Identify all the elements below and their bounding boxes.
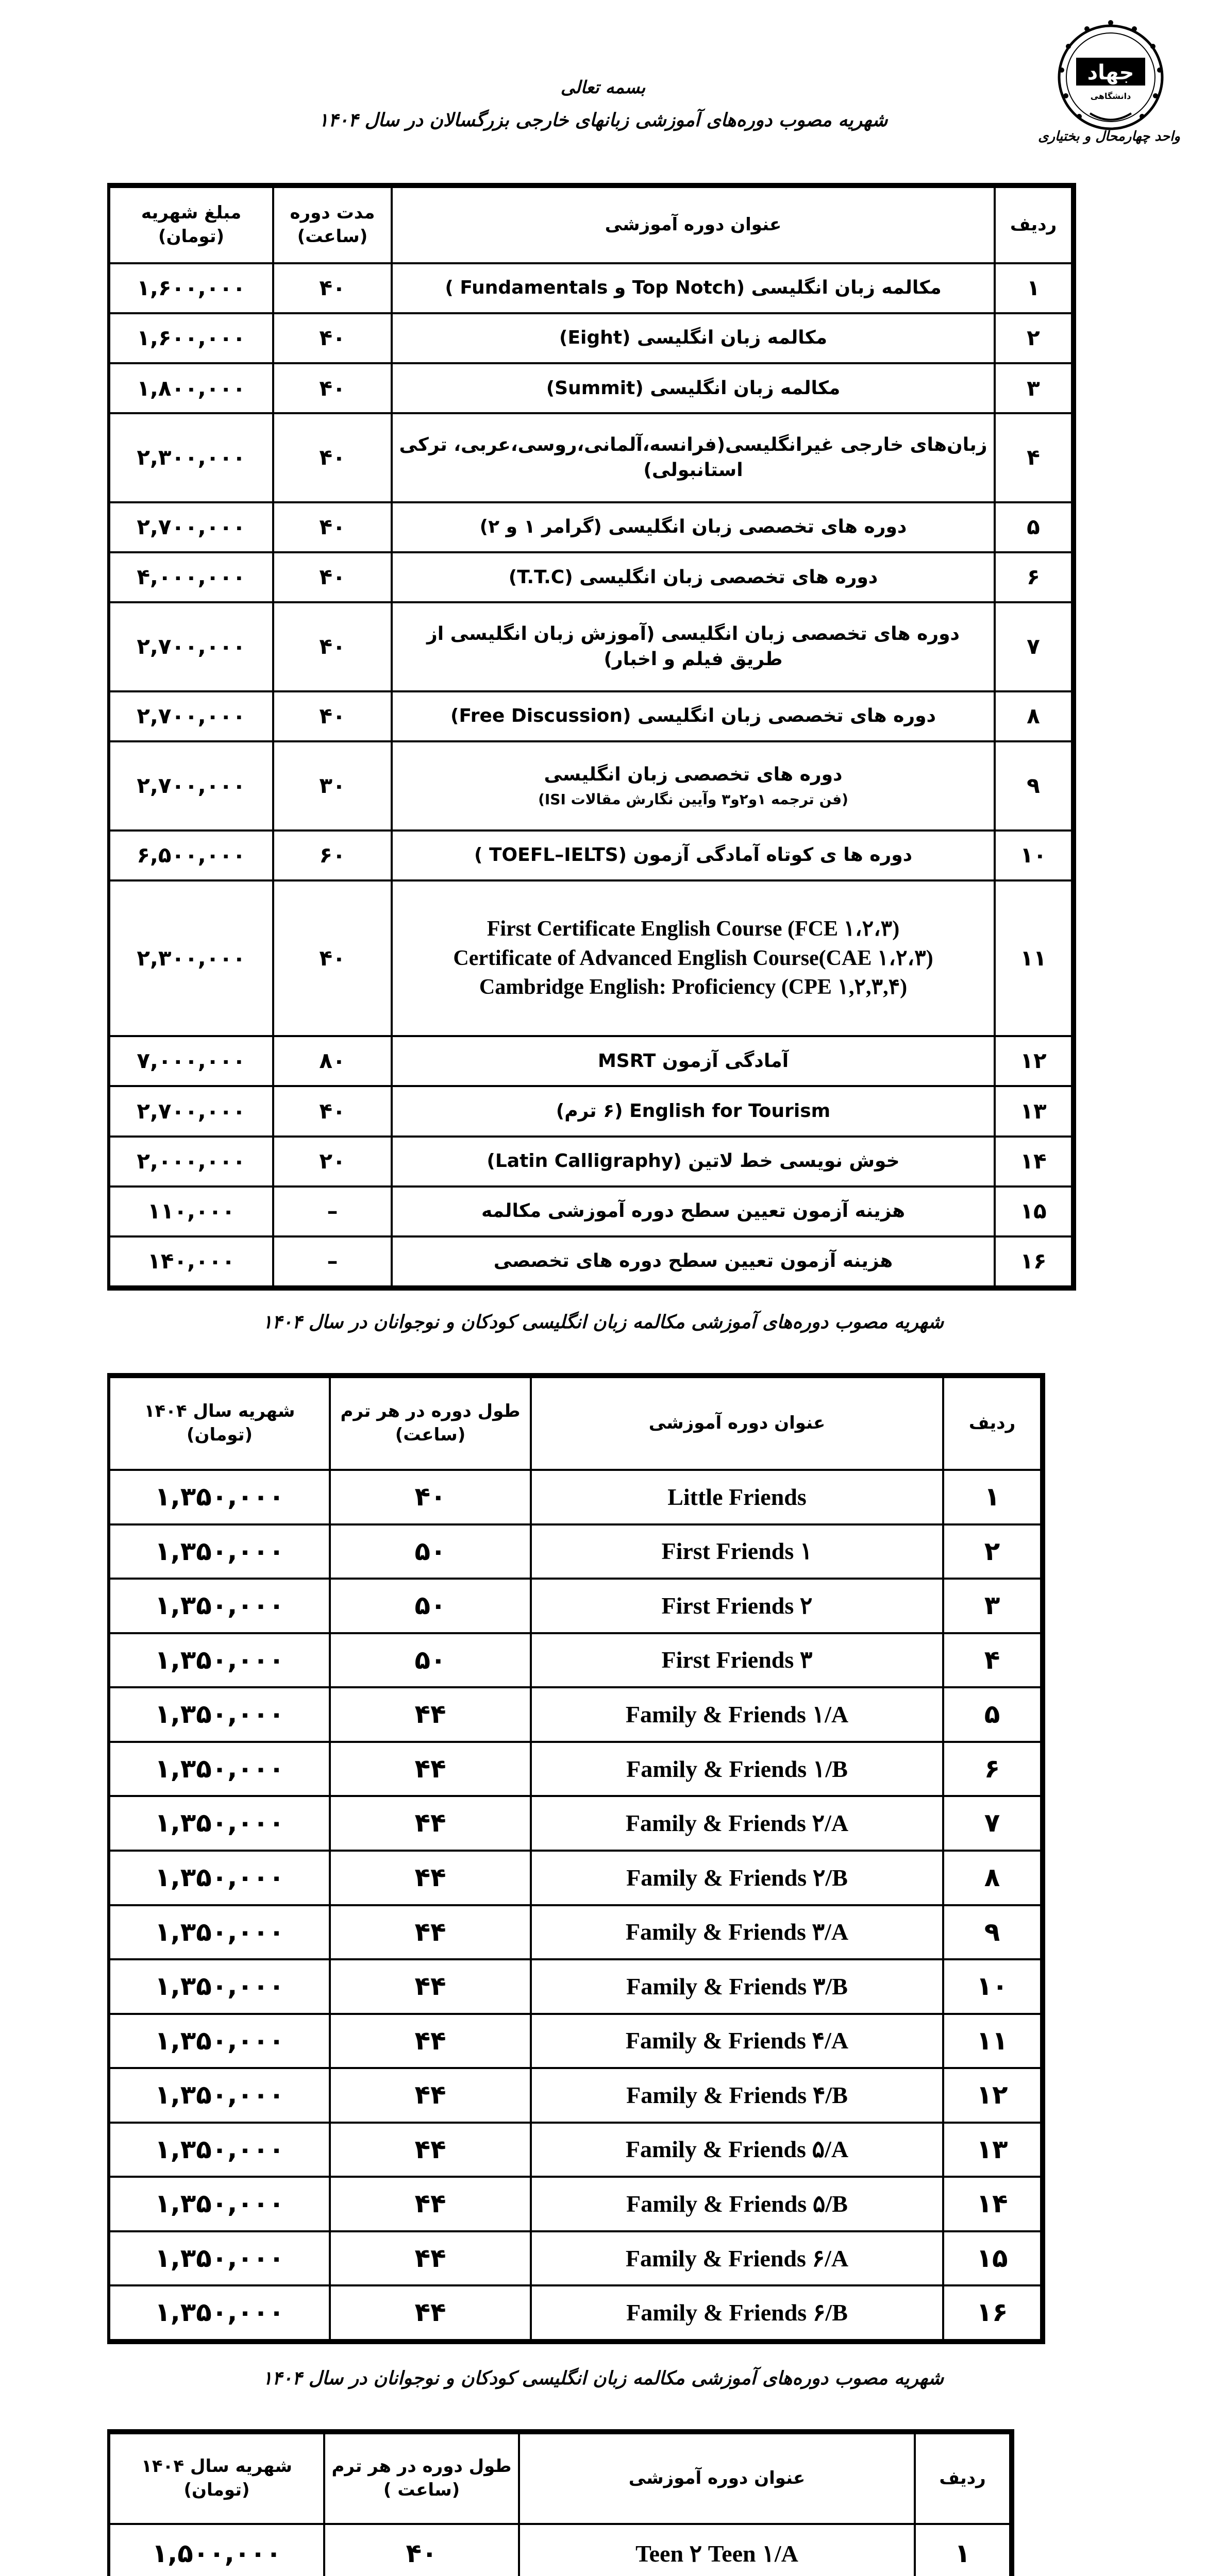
course-title-text: Family & Friends ۲/A xyxy=(625,1810,849,1837)
course-duration: ۴۰ xyxy=(324,2524,519,2576)
course-duration: ۴۴ xyxy=(330,1959,531,2014)
table-row xyxy=(109,2014,1041,2069)
course-title-text: Family & Friends ۲/B xyxy=(626,1864,848,1891)
row-number: ۱۱ xyxy=(995,880,1072,1036)
course-duration: ۵۰ xyxy=(330,1633,531,1688)
course-title-text: Certificate of Advanced English Course(CAE ۱،۲،۳) xyxy=(453,946,933,970)
course-duration: ۲۰ xyxy=(273,1137,392,1187)
course-title xyxy=(392,1036,995,1086)
course-title-text: Cambridge English: Proficiency (CPE ۱,۲,۳,۴) xyxy=(479,975,908,999)
course-fee: ۱,۳۵۰,۰۰۰ xyxy=(109,1742,330,1797)
row-number: ۱۰ xyxy=(995,831,1072,880)
course-duration: ۶۰ xyxy=(273,831,392,880)
course-title-text: Family & Friends ۴/A xyxy=(625,2027,849,2054)
row-number: ۴ xyxy=(943,1633,1041,1688)
course-title-text: خوش نویسی خط لاتین (Latin Calligraphy) xyxy=(487,1150,900,1172)
course-fee: ۴,۰۰۰,۰۰۰ xyxy=(109,552,273,602)
row-number: ۱۵ xyxy=(995,1187,1072,1236)
row-number: ۹ xyxy=(943,1905,1041,1960)
course-fee: ۱,۳۵۰,۰۰۰ xyxy=(109,1796,330,1851)
logo-subtext: دانشگاهی xyxy=(1090,91,1131,101)
course-duration: ۴۰ xyxy=(273,413,392,502)
course-duration: ۴۴ xyxy=(330,2014,531,2069)
course-duration: ۴۰ xyxy=(273,1086,392,1136)
logo-caption: واحد چهارمحال و بختیاری xyxy=(1038,129,1180,144)
course-title xyxy=(392,602,995,691)
course-title-text: Family & Friends ۳/A xyxy=(625,1919,849,1945)
column-header-fee: شهریه سال ۱۴۰۴ (تومان) xyxy=(109,1377,330,1470)
column-header-duration: طول دوره در هر ترم (ساعت ) xyxy=(324,2433,519,2524)
bismillah: بسمه تعالی xyxy=(560,77,646,98)
children-courses-table xyxy=(107,1373,1045,2344)
course-title xyxy=(392,552,995,602)
row-number: ۸ xyxy=(995,691,1072,741)
course-title xyxy=(392,502,995,552)
row-number: ۹ xyxy=(995,741,1072,831)
table-row xyxy=(109,2177,1041,2231)
course-fee: ۱,۳۵۰,۰۰۰ xyxy=(109,1905,330,1960)
table-row xyxy=(109,2068,1041,2123)
course-title xyxy=(392,831,995,880)
course-duration: ۳۰ xyxy=(273,741,392,831)
course-title-text: دوره های تخصصی زبان انگلیسی (Free Discussion) xyxy=(450,705,936,727)
course-title-text: Little Friends xyxy=(667,1483,807,1510)
row-number: ۱ xyxy=(995,263,1072,313)
table-row xyxy=(109,1137,1072,1187)
course-title-text: دوره های تخصصی زبان انگلیسی (آموزش زبان انگلیسی از طریق فیلم و اخبار) xyxy=(427,623,960,670)
row-number: ۱۰ xyxy=(943,1959,1041,2014)
course-fee: ۱,۳۵۰,۰۰۰ xyxy=(109,2231,330,2286)
row-number: ۶ xyxy=(943,1742,1041,1797)
table-row xyxy=(109,502,1072,552)
course-title xyxy=(392,413,995,502)
course-fee: ۲,۷۰۰,۰۰۰ xyxy=(109,741,273,831)
table-row xyxy=(109,263,1072,313)
course-fee: ۱,۳۵۰,۰۰۰ xyxy=(109,1851,330,1905)
table-row xyxy=(109,1742,1041,1797)
course-title-text: Family & Friends ۱/A xyxy=(625,1701,849,1727)
course-title xyxy=(531,2123,943,2177)
table-row xyxy=(109,1851,1041,1905)
logo-word: جهاد xyxy=(1087,61,1134,84)
column-header-course-title: عنوان دوره آموزشی xyxy=(519,2433,915,2524)
course-fee: ۱۱۰,۰۰۰ xyxy=(109,1187,273,1236)
course-fee: ۱,۳۵۰,۰۰۰ xyxy=(109,1524,330,1579)
course-fee: ۱,۳۵۰,۰۰۰ xyxy=(109,2014,330,2069)
column-header-course-title: عنوان دوره آموزشی xyxy=(392,187,995,263)
course-title-text: First Certificate English Course (FCE ۱،۲،۳) xyxy=(487,917,900,941)
table-row xyxy=(109,552,1072,602)
course-title-text: Family & Friends ۱/B xyxy=(626,1755,848,1782)
course-title xyxy=(392,1187,995,1236)
course-title xyxy=(392,741,995,831)
course-fee: ۲,۷۰۰,۰۰۰ xyxy=(109,602,273,691)
table-row xyxy=(109,2285,1041,2340)
table-row xyxy=(109,691,1072,741)
table-row xyxy=(109,1796,1041,1851)
course-title xyxy=(392,263,995,313)
course-title xyxy=(392,691,995,741)
course-title xyxy=(392,363,995,413)
row-number: ۱۵ xyxy=(943,2231,1041,2286)
course-title-text: English for Tourism (۶ ترم) xyxy=(556,1100,831,1122)
table-row xyxy=(109,413,1072,502)
column-header-fee: مبلغ شهریه (تومان) xyxy=(109,187,273,263)
course-title-text: Family & Friends ۶/A xyxy=(625,2245,849,2272)
course-title xyxy=(531,1796,943,1851)
course-title-text: هزینه آزمون تعیین سطح دوره آموزشی مکالمه xyxy=(481,1200,906,1222)
table-row xyxy=(109,831,1072,880)
table-row xyxy=(109,1959,1041,2014)
course-title-text: زبان‌های خارجی غیرانگلیسی(فرانسه،آلمانی،روسی،عربی، ترکی استانبولی) xyxy=(399,434,987,481)
course-duration: ۴۰ xyxy=(273,263,392,313)
row-number: ۱۳ xyxy=(995,1086,1072,1136)
course-title xyxy=(531,1742,943,1797)
course-title-text: Teen ۲ Teen ۱/A xyxy=(635,2540,798,2567)
course-title-text: First Friends ۳ xyxy=(661,1647,813,1673)
course-title xyxy=(531,1959,943,2014)
course-title xyxy=(392,1137,995,1187)
course-title xyxy=(531,1687,943,1742)
column-header-course-title: عنوان دوره آموزشی xyxy=(531,1377,943,1470)
table-row xyxy=(109,1187,1072,1236)
course-title xyxy=(392,1236,995,1286)
course-fee: ۲,۷۰۰,۰۰۰ xyxy=(109,1086,273,1136)
course-duration: ۸۰ xyxy=(273,1036,392,1086)
table-row xyxy=(109,1236,1072,1286)
table-row xyxy=(109,2524,1010,2576)
course-title-text: دوره ها ی کوتاه آمادگی آزمون (TOEFL–IELTS ) xyxy=(474,844,913,866)
course-title-text: Family & Friends ۴/B xyxy=(626,2081,848,2108)
course-title xyxy=(531,2231,943,2286)
row-number: ۳ xyxy=(943,1579,1041,1633)
course-title-text: مکالمه زبان انگلیسی (Top Notch و Fundamentals ) xyxy=(445,277,942,299)
course-fee: ۱,۶۰۰,۰۰۰ xyxy=(109,313,273,363)
course-title-text: دوره های تخصصی زبان انگلیسی (گرامر ۱ و ۲) xyxy=(479,516,907,538)
row-number: ۱۴ xyxy=(943,2177,1041,2231)
course-fee: ۱,۳۵۰,۰۰۰ xyxy=(109,1959,330,2014)
table-row xyxy=(109,313,1072,363)
row-number: ۱۶ xyxy=(995,1236,1072,1286)
course-fee: ۱,۳۵۰,۰۰۰ xyxy=(109,2123,330,2177)
course-title-text: First Friends ۲ xyxy=(661,1592,813,1619)
table-row xyxy=(109,1579,1041,1633)
course-fee: ۱۴۰,۰۰۰ xyxy=(109,1236,273,1286)
course-duration: ۴۰ xyxy=(273,602,392,691)
course-fee: ۲,۷۰۰,۰۰۰ xyxy=(109,691,273,741)
course-fee: ۲,۷۰۰,۰۰۰ xyxy=(109,502,273,552)
course-title xyxy=(531,2014,943,2069)
course-duration: ۴۴ xyxy=(330,1796,531,1851)
table-row xyxy=(109,363,1072,413)
column-header-fee: شهریه سال ۱۴۰۴ (تومان) xyxy=(109,2433,324,2524)
row-number: ۱۲ xyxy=(995,1036,1072,1086)
table-row xyxy=(109,1036,1072,1086)
row-number: ۵ xyxy=(943,1687,1041,1742)
course-title-text: هزینه آزمون تعیین سطح دوره های تخصصی xyxy=(493,1250,893,1272)
course-title-text: First Friends ۱ xyxy=(661,1538,813,1565)
course-title-text: Family & Friends ۵/A xyxy=(625,2136,849,2163)
column-header-duration: طول دوره در هر ترم (ساعت) xyxy=(330,1377,531,1470)
course-title-text: مکالمه زبان انگلیسی (Eight) xyxy=(559,327,827,349)
row-number: ۷ xyxy=(943,1796,1041,1851)
row-number: ۴ xyxy=(995,413,1072,502)
course-title xyxy=(531,1633,943,1688)
table-row xyxy=(109,1086,1072,1136)
row-number: ۵ xyxy=(995,502,1072,552)
table-row xyxy=(109,2231,1041,2286)
course-title xyxy=(531,1470,943,1524)
row-number: ۲ xyxy=(995,313,1072,363)
row-number: ۱۲ xyxy=(943,2068,1041,2123)
table-row xyxy=(109,1524,1041,1579)
course-duration: ۴۰ xyxy=(273,502,392,552)
course-title-text: Family & Friends ۶/B xyxy=(626,2299,848,2326)
course-duration: ۴۴ xyxy=(330,2177,531,2231)
row-number: ۱۳ xyxy=(943,2123,1041,2177)
table-row xyxy=(109,1470,1041,1524)
row-number: ۱۶ xyxy=(943,2285,1041,2340)
table-row xyxy=(109,1905,1041,1960)
section-title-children: شهریه مصوب دوره‌های آموزشی مکالمه زبان انگلیسی کودکان و نوجوانان در سال ۱۴۰۴ xyxy=(262,1311,944,1333)
course-title xyxy=(531,2177,943,2231)
course-duration: – xyxy=(273,1236,392,1286)
table-row xyxy=(109,1687,1041,1742)
course-fee: ۱,۳۵۰,۰۰۰ xyxy=(109,1687,330,1742)
course-fee: ۱,۳۵۰,۰۰۰ xyxy=(109,2177,330,2231)
course-title xyxy=(531,1851,943,1905)
column-header-row-number: ردیف xyxy=(995,187,1072,263)
course-fee: ۱,۳۵۰,۰۰۰ xyxy=(109,1470,330,1524)
course-title xyxy=(531,1905,943,1960)
course-fee: ۱,۶۰۰,۰۰۰ xyxy=(109,263,273,313)
course-title xyxy=(392,1086,995,1136)
course-duration: ۴۴ xyxy=(330,2231,531,2286)
column-header-row-number: ردیف xyxy=(915,2433,1010,2524)
course-title xyxy=(531,2285,943,2340)
row-number: ۷ xyxy=(995,602,1072,691)
course-title-text: دوره های تخصصی زبان انگلیسی xyxy=(544,764,843,786)
course-duration: ۴۴ xyxy=(330,1851,531,1905)
course-duration: ۵۰ xyxy=(330,1524,531,1579)
course-fee: ۱,۳۵۰,۰۰۰ xyxy=(109,1633,330,1688)
row-number: ۱۴ xyxy=(995,1137,1072,1187)
course-duration: ۴۴ xyxy=(330,2285,531,2340)
table-row xyxy=(109,602,1072,691)
row-number: ۳ xyxy=(995,363,1072,413)
course-duration: ۴۴ xyxy=(330,1742,531,1797)
section-title-teens: شهریه مصوب دوره‌های آموزشی مکالمه زبان انگلیسی کودکان و نوجوانان در سال ۱۴۰۴ xyxy=(262,2367,944,2389)
course-duration: ۴۰ xyxy=(273,552,392,602)
course-fee: ۲,۳۰۰,۰۰۰ xyxy=(109,413,273,502)
course-title-text: مکالمه زبان انگلیسی (Summit) xyxy=(546,377,841,399)
column-header-duration: مدت دوره (ساعت) xyxy=(273,187,392,263)
course-fee: ۶,۵۰۰,۰۰۰ xyxy=(109,831,273,880)
course-duration: ۵۰ xyxy=(330,1579,531,1633)
course-fee: ۱,۳۵۰,۰۰۰ xyxy=(109,2068,330,2123)
course-title xyxy=(519,2524,915,2576)
table-row xyxy=(109,880,1072,1036)
course-duration: – xyxy=(273,1187,392,1236)
table-row xyxy=(109,1633,1041,1688)
course-title xyxy=(531,2068,943,2123)
course-title-text: Family & Friends ۳/B xyxy=(626,1973,848,1999)
course-fee: ۱,۳۵۰,۰۰۰ xyxy=(109,2285,330,2340)
course-duration: ۴۴ xyxy=(330,1687,531,1742)
course-title-text: Family & Friends ۵/B xyxy=(626,2191,848,2217)
course-title-text: آمادگی آزمون MSRT xyxy=(597,1050,789,1072)
course-fee: ۲,۰۰۰,۰۰۰ xyxy=(109,1137,273,1187)
course-duration: ۴۰ xyxy=(273,363,392,413)
row-number: ۱ xyxy=(943,1470,1041,1524)
course-duration: ۴۰ xyxy=(273,880,392,1036)
course-duration: ۴۴ xyxy=(330,2123,531,2177)
course-fee: ۷,۰۰۰,۰۰۰ xyxy=(109,1036,273,1086)
course-title-note: (فن ترجمه ۱و۲و۳ وآیین نگارش مقالات ISI) xyxy=(538,790,848,808)
course-duration: ۴۴ xyxy=(330,2068,531,2123)
adult-courses-table xyxy=(107,183,1076,1291)
column-header-row-number: ردیف xyxy=(943,1377,1041,1470)
row-number: ۶ xyxy=(995,552,1072,602)
course-fee: ۱,۵۰۰,۰۰۰ xyxy=(109,2524,324,2576)
course-fee: ۱,۸۰۰,۰۰۰ xyxy=(109,363,273,413)
row-number: ۲ xyxy=(943,1524,1041,1579)
course-title xyxy=(392,880,995,1036)
course-fee: ۲,۳۰۰,۰۰۰ xyxy=(109,880,273,1036)
course-duration: ۴۰ xyxy=(273,691,392,741)
course-title xyxy=(531,1579,943,1633)
course-duration: ۴۴ xyxy=(330,1905,531,1960)
row-number: ۱۱ xyxy=(943,2014,1041,2069)
course-duration: ۴۰ xyxy=(273,313,392,363)
table-row xyxy=(109,2123,1041,2177)
row-number: ۸ xyxy=(943,1851,1041,1905)
page-title: شهریه مصوب دوره‌های آموزشی زبانهای خارجی بزرگسالان در سال ۱۴۰۴ xyxy=(318,109,888,131)
course-title xyxy=(392,313,995,363)
course-fee: ۱,۳۵۰,۰۰۰ xyxy=(109,1579,330,1633)
course-duration: ۴۰ xyxy=(330,1470,531,1524)
course-title-text: دوره های تخصصی زبان انگلیسی (T.T.C) xyxy=(508,566,878,588)
row-number: ۱ xyxy=(915,2524,1010,2576)
course-title xyxy=(531,1524,943,1579)
table-row xyxy=(109,741,1072,831)
teen-courses-table xyxy=(107,2429,1014,2576)
